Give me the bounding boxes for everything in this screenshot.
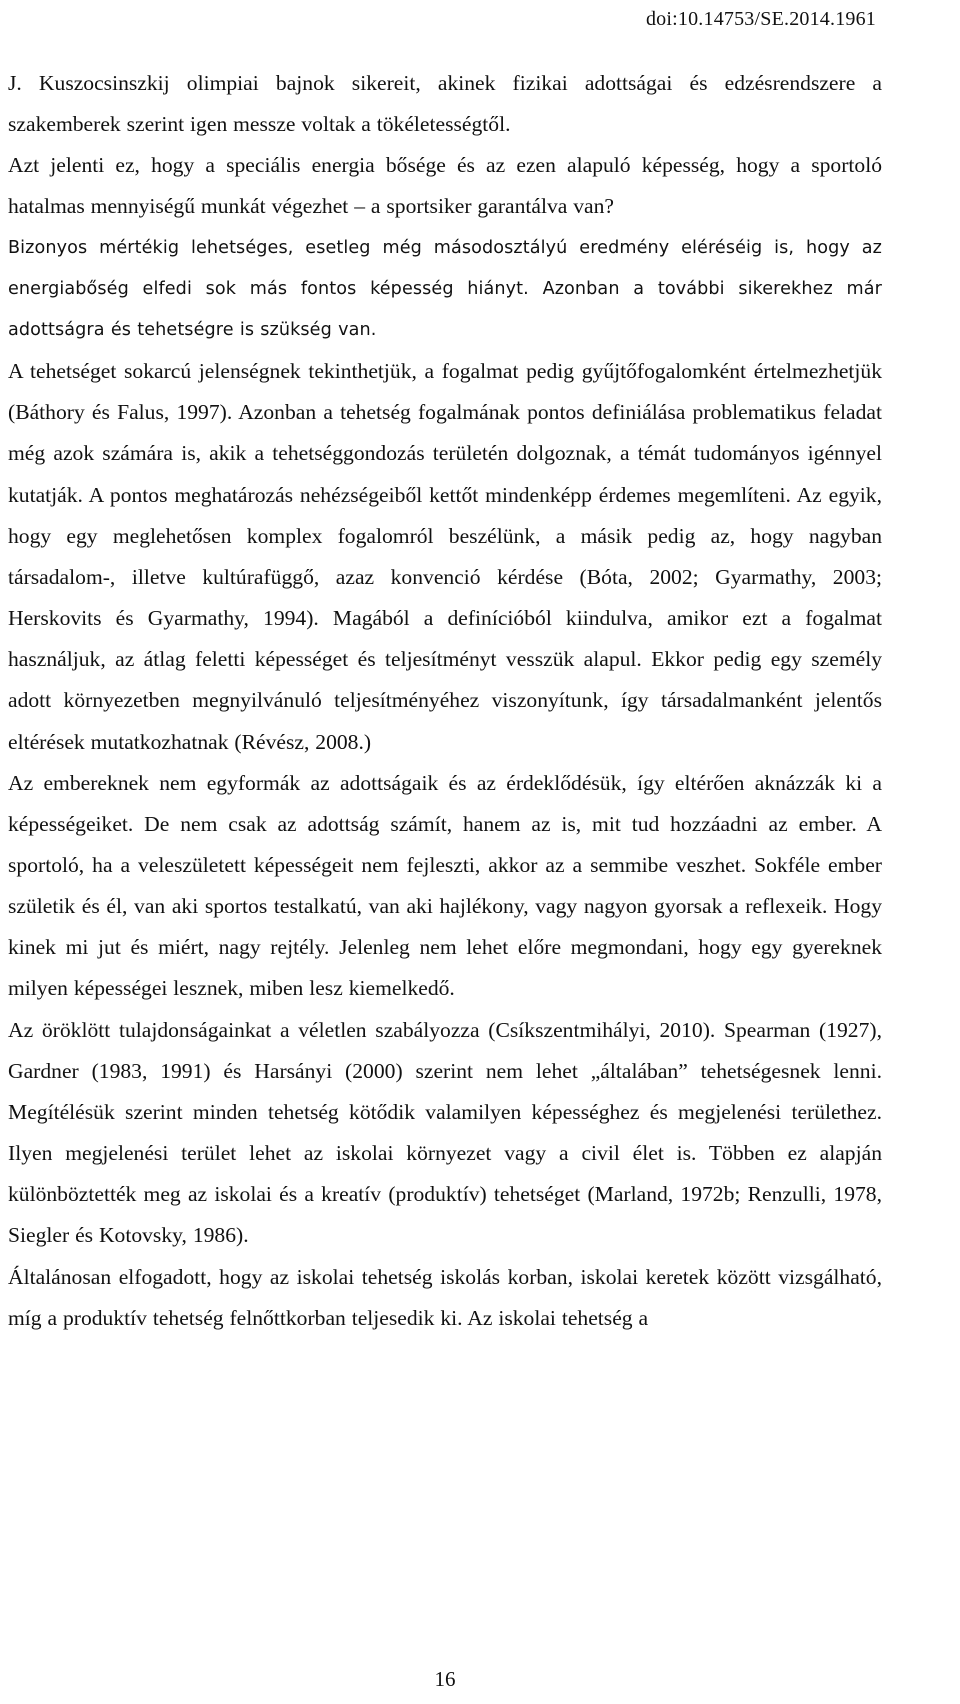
- paragraph-talent-definition: A tehetséget sokarcú jelenségnek tekinthetjük, a fogalmat pedig gyűjtőfogalomként értelmezhetjük (Báthory és Falus, 1997). Azonban a tehetség fogalmának pontos definiálása problematikus feladat még azok számára is, akik a tehetséggondozás területén dolgoznak, a témát tudományos igénnyel kutatják. A pontos meghatározás nehézségeiből kettőt mindenképp érdemes megemlíteni. Az egyik, hogy egy meglehetősen komplex fogalomról beszélünk, a másik pedig az, hogy nagyban társadalom-, illetve kultúrafüggő, azaz konvenció kérdése (Bóta, 2002; Gyarmathy, 2003; Herskovits és Gyarmathy, 1994). Magából a definícióból kiindulva, amikor ezt a fogalmat használjuk, az átlag feletti képességet és teljesítményt vesszük alapul. Ekkor pedig egy személy adott környezetben megnyilvánuló teljesítményéhez viszonyítunk, így társadalmanként jelentős eltérések mutatkozhatnak (Révész, 2008.): [8, 359, 882, 754]
- paragraph-energy-answer-part2: Azonban a további sikerekhez már adottságra és tehetségre is szükség van.: [8, 278, 882, 340]
- page-number: 16: [434, 1667, 456, 1691]
- body-text: [8, 63, 882, 1339]
- paragraph-energy-answer-part1: Bizonyos mértékig lehetséges, esetleg még másodosztályú eredmény eléréséig is, hogy az energiabőség elfedi sok más fontos képesség hiányt.: [8, 237, 882, 299]
- paragraph-school-talent: Általánosan elfogadott, hogy az iskolai tehetség iskolás korban, iskolai keretek között vizsgálható, míg a produktív tehetség felnőttkorban teljesedik ki. Az iskolai tehetség a: [8, 1264, 882, 1330]
- doi-header: doi:10.14753/SE.2014.1961: [645, 8, 876, 30]
- paragraph-energy-question: Azt jelenti ez, hogy a speciális energia bősége és az ezen alapuló képesség, hogy a sportoló hatalmas mennyiségű munkát végezhet – a sportsiker garantálva van?: [8, 153, 882, 219]
- paragraph-energy-answer: [8, 228, 882, 351]
- paragraph-abilities: Az embereknek nem egyformák az adottságaik és az érdeklődésük, így eltérően aknázzák ki a képességeiket. De nem csak az adottság számít, hanem az is, mit tud hozzáadni az ember. A sportoló, ha a veleszületett képességeit nem fejleszti, akkor az a semmibe veszhet. Sokféle ember születik és él, van aki sportos testalkatú, van aki hajlékony, vagy nagyon gyorsak a reflexeik. Hogy kinek mi jut és miért, nagy rejtély. Jelenleg nem lehet előre megmondani, hogy egy gyereknek milyen képességei lesznek, miben lesz kiemelkedő.: [8, 770, 882, 1001]
- paragraph-kuszocsinszkij: J. Kuszocsinszkij olimpiai bajnok sikereit, akinek fizikai adottságai és edzésrendszere a szakemberek szerint igen messze voltak a tökéletességtől.: [8, 71, 882, 137]
- paragraph-inherited-traits: Az öröklött tulajdonságainkat a véletlen szabályozza (Csíkszentmihályi, 2010). Spearman (1927), Gardner (1983, 1991) és Harsányi (2000) szerint nem lehet „általában” tehetségesnek lenni. Megítélésük szerint minden tehetség kötődik valamilyen képességhez és megjelenési területhez. Ilyen megjelenési terület lehet az iskolai környezet vagy a civil élet is. Többen ez alapján különböztették meg az iskolai és a kreatív (produktív) tehetséget (Marland, 1972b; Renzulli, 1978, Siegler és Kotovsky, 1986).: [8, 1017, 882, 1248]
